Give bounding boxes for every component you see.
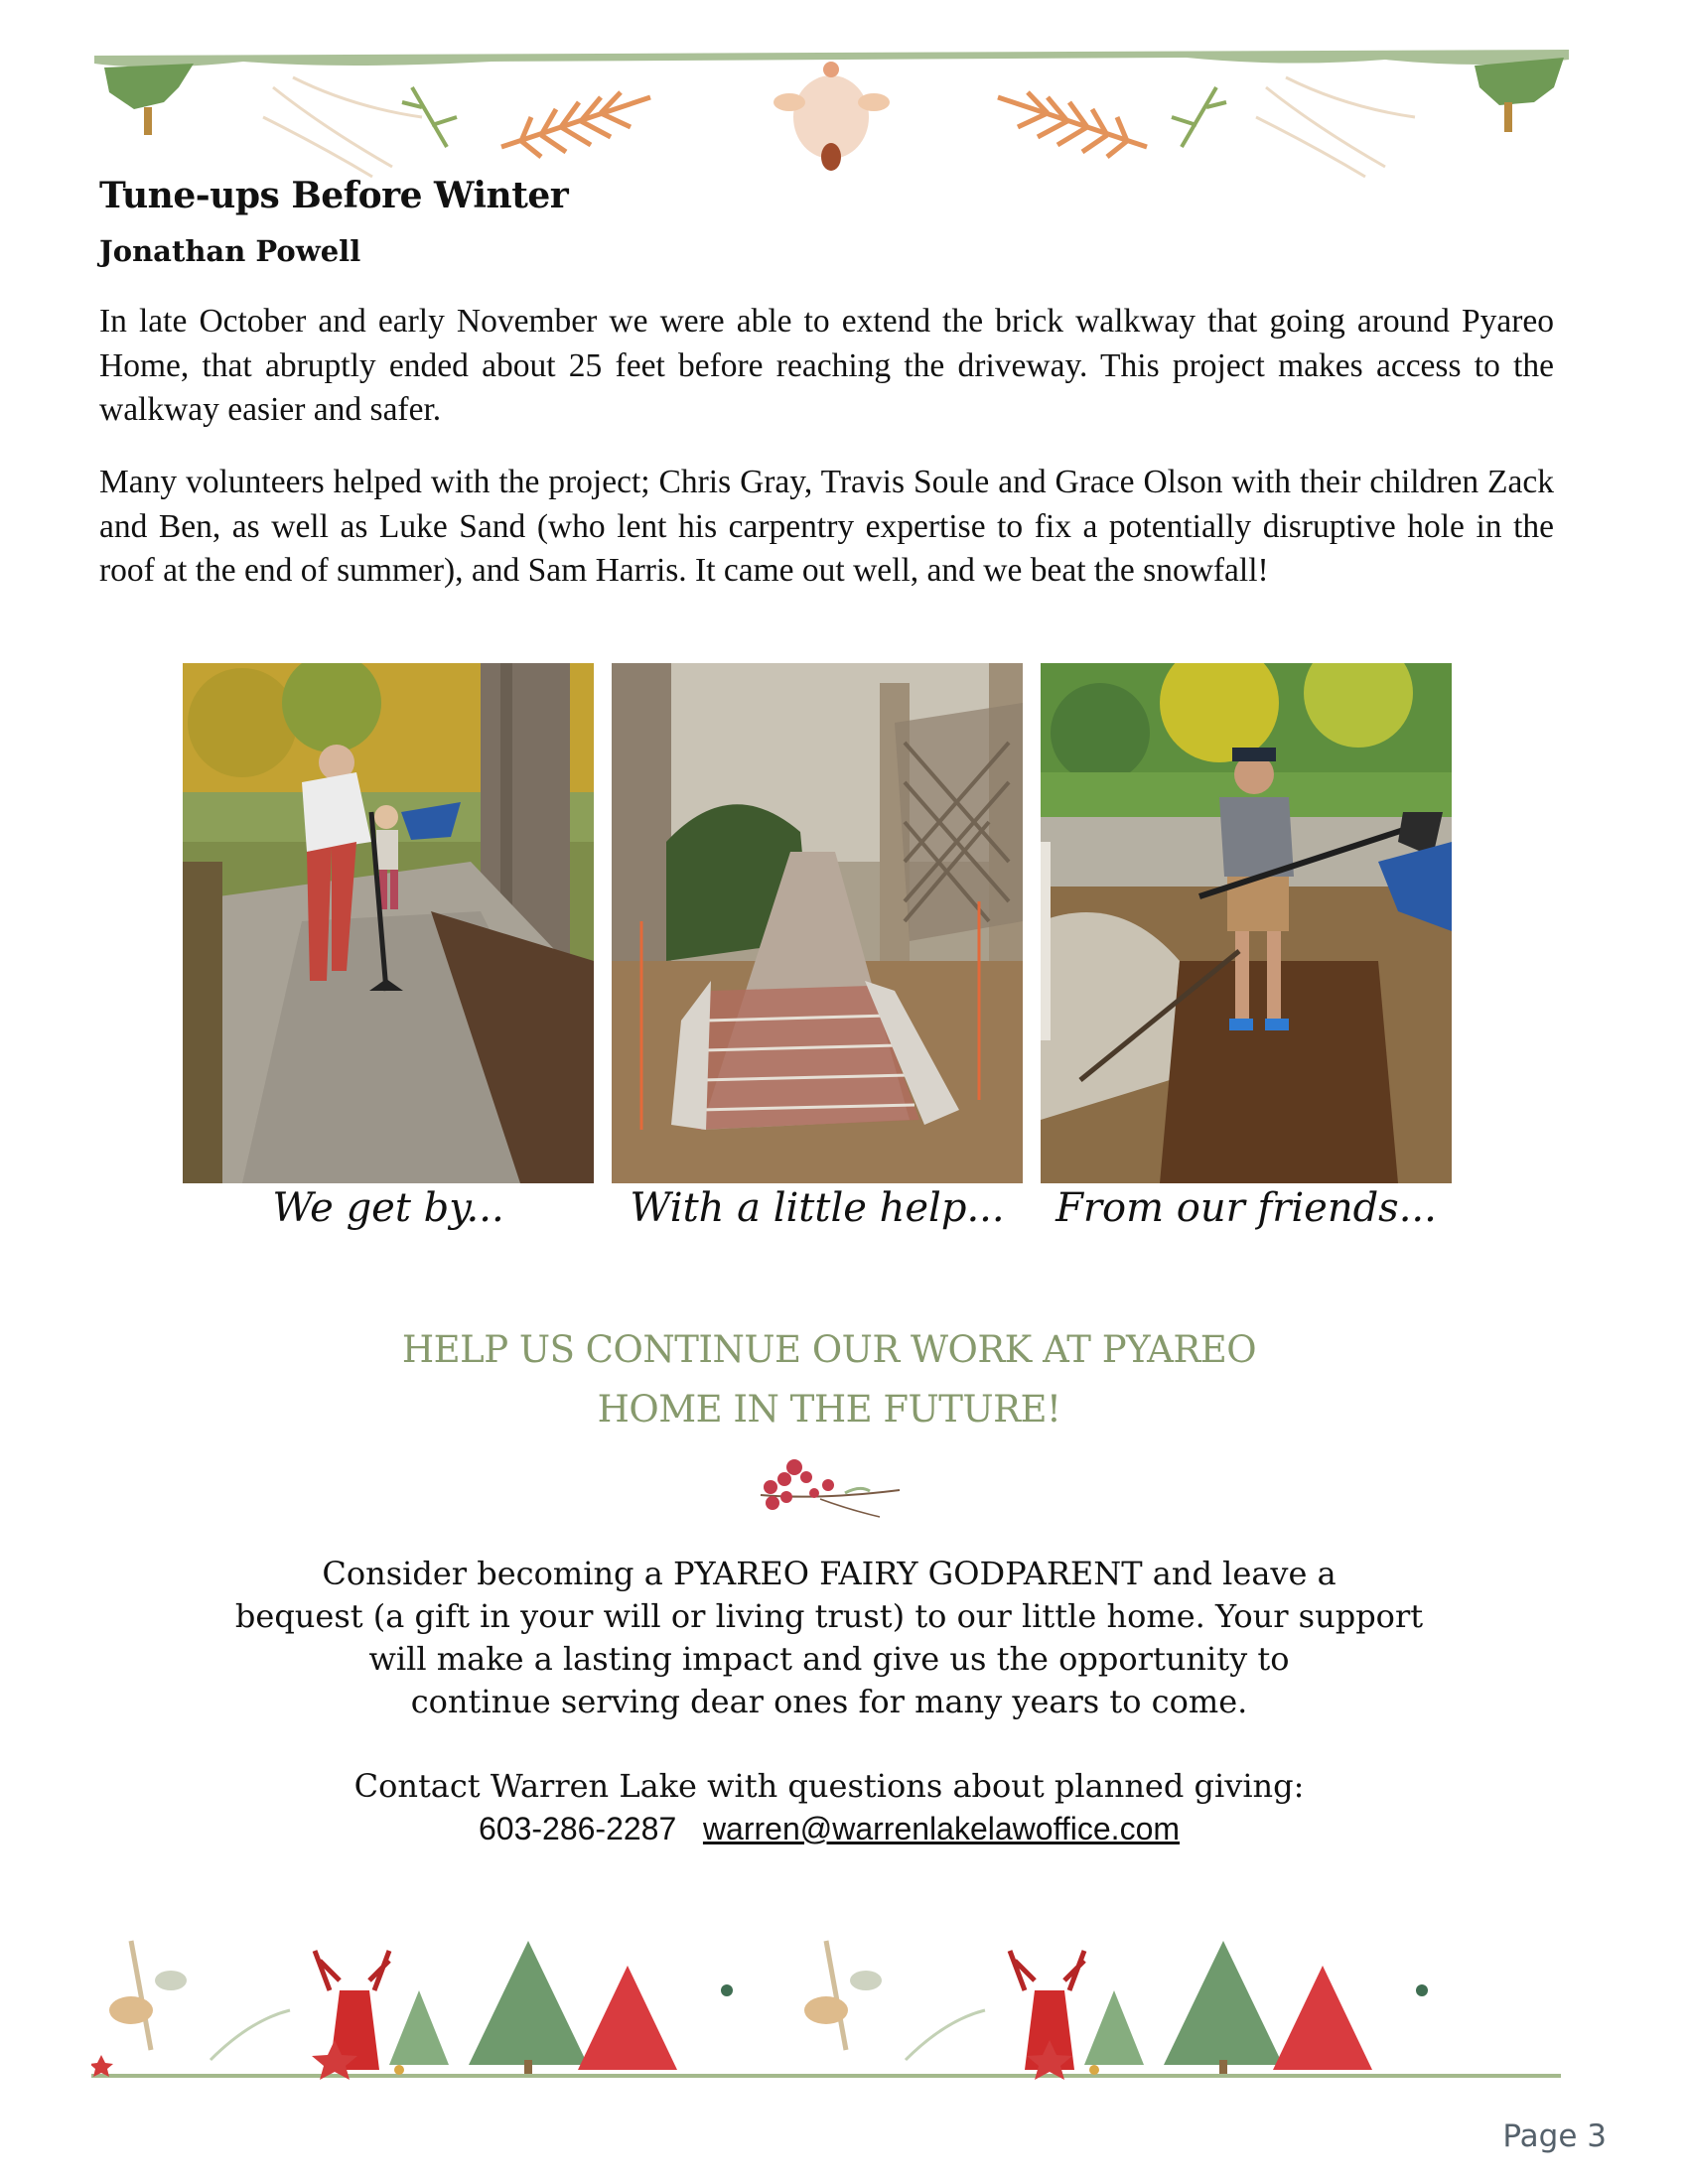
bequest-line: bequest (a gift in your will or living trust) to our little home. Your support	[234, 1597, 1424, 1635]
contact-details	[218, 1811, 1440, 1847]
reindeer-icon	[315, 1951, 389, 2070]
deer-face-icon	[774, 62, 890, 171]
red-tree-icon	[578, 1966, 677, 2070]
photo-family-digging	[183, 663, 594, 1183]
bottom-decorative-banner	[91, 1931, 1561, 2090]
article-author: Jonathan Powell	[99, 234, 361, 268]
photo-man-shoveling	[1041, 663, 1452, 1183]
bequest-line: continue serving dear ones for many years to come.	[410, 1683, 1248, 1720]
pine-tree-icon	[1084, 1990, 1144, 2065]
berry-sprig-icon	[751, 1455, 910, 1525]
pine-tree-icon	[389, 1990, 449, 2065]
callout-heading-line2: HOME IN THE FUTURE!	[597, 1388, 1061, 1431]
pine-tree-icon	[469, 1941, 588, 2074]
photo-caption: From our friends...	[1055, 1185, 1437, 1231]
contact-phone[interactable]: 603-286-2287	[478, 1811, 677, 1846]
fern-icon	[998, 92, 1147, 157]
bequest-line: Consider becoming a PYAREO FAIRY GODPARENT and leave a	[322, 1555, 1336, 1592]
article-paragraph: Many volunteers helped with the project; Chris Gray, Travis Soule and Grace Olson with their children Zack and Ben, as well as Luke Sand (who lent his carpentry expertise to fix a potentially disruptive hole in the roof at the end of summer), and Sam Harris. It came out well, and we beat the snowfall!	[99, 464, 1554, 589]
red-tree-icon	[1273, 1966, 1372, 2070]
top-decorative-banner	[94, 48, 1569, 182]
bequest-line: will make a lasting impact and give us the opportunity to	[368, 1640, 1290, 1678]
pine-tree-icon	[104, 64, 194, 135]
callout-heading-line1: HELP US CONTINUE OUR WORK AT PYAREO	[401, 1328, 1257, 1371]
photo-caption: We get by...	[272, 1185, 504, 1231]
page-number: Page 3	[1502, 2118, 1607, 2154]
bequest-text	[218, 1553, 1440, 1723]
photo-caption: With a little help...	[630, 1185, 1005, 1231]
article-paragraph: In late October and early November we were able to extend the brick walkway that going around Pyareo Home, that abruptly ended about 25 feet before reaching the driveway. This project makes access to the walkway easier and safer.	[99, 303, 1554, 428]
contact-intro: Contact Warren Lake with questions about planned giving:	[353, 1767, 1305, 1805]
photo-brick-walkway	[612, 663, 1023, 1183]
pine-tree-icon	[1475, 58, 1564, 132]
fern-icon	[501, 92, 650, 157]
pine-tree-icon	[1164, 1941, 1283, 2074]
contact-email-link[interactable]: warren@warrenlakelawoffice.com	[702, 1811, 1181, 1846]
article-title: Tune-ups Before Winter	[99, 175, 569, 216]
